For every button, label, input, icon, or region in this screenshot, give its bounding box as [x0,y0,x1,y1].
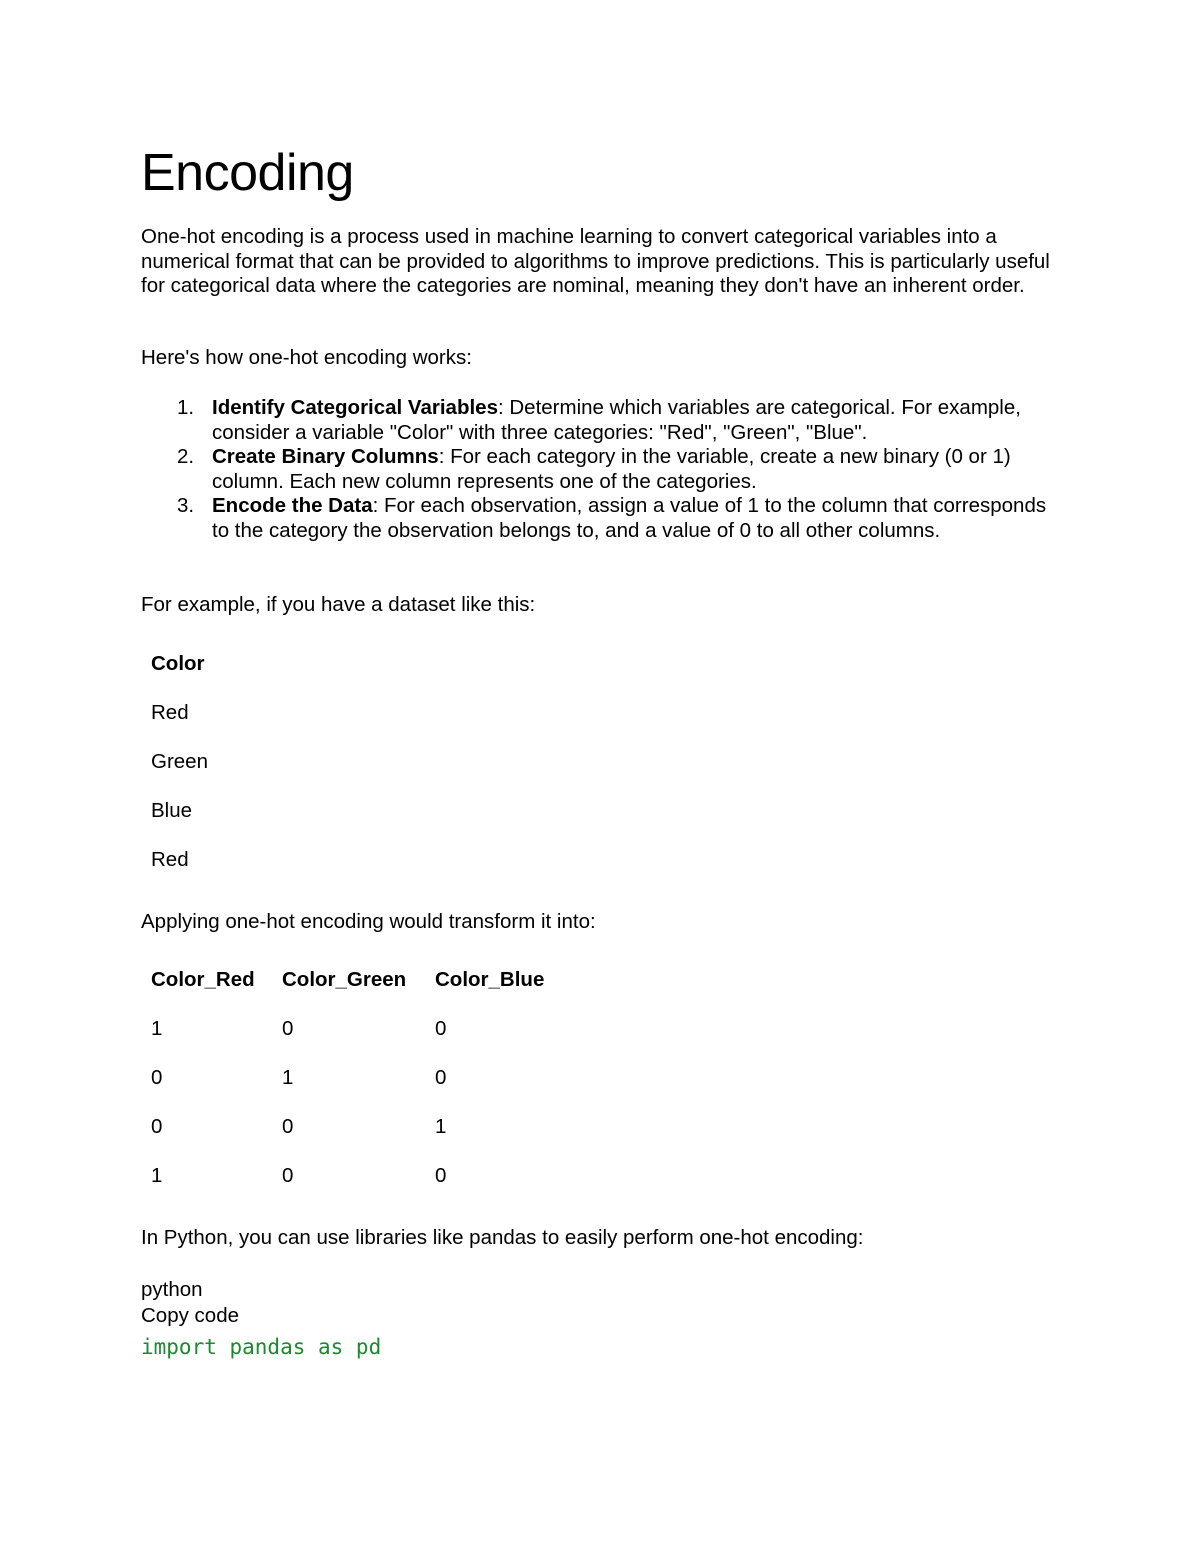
table-cell: 0 [282,1016,294,1040]
howto-paragraph: Here's how one-hot encoding works: [141,346,472,369]
intro-paragraph: One-hot encoding is a process used in machine learning to convert categorical variables into a numerical format that can be provided to algorithms to improve predictions. This is particularly useful for categorical data where the categories are nominal, meaning they don't have an inherent order. [141,225,1050,297]
table-cell: 0 [282,1114,294,1138]
table-cell: 0 [282,1163,294,1187]
step-item [141,396,1061,445]
encoded-table [141,955,557,1200]
step-item [141,494,1061,543]
table-cell: 1 [282,1065,294,1089]
code-language-label: python [141,1278,203,1301]
table-cell: 0 [435,1065,447,1089]
step-number: 2. [177,445,195,468]
step-item [141,445,1061,494]
table-row [141,688,221,737]
column-header: Color [151,651,205,675]
table-cell: 1 [435,1114,447,1138]
table-row [141,1004,557,1053]
applying-paragraph: Applying one-hot encoding would transform it into: [141,910,596,933]
table-cell: Blue [151,798,193,822]
step-number: 3. [177,494,195,517]
step-text: : For each observation, assign a value of 1 to the column that corresponds to the category the observation belongs to, and a value of 0 to all other columns. [212,494,1047,542]
table-cell: Red [151,847,189,871]
table-row [141,737,221,786]
step-number: 1. [177,396,195,419]
table-cell: Green [151,749,208,773]
table-row [141,1151,557,1200]
table-row [141,1102,557,1151]
table-row [141,786,221,835]
copy-code-button[interactable]: Copy code [141,1304,240,1327]
column-header: Color_Green [282,967,407,991]
table-header-row [141,639,221,688]
steps-list [141,396,1061,543]
table-header-row [141,955,557,1004]
table-cell: 1 [151,1163,163,1187]
table-cell: 0 [435,1163,447,1187]
code-line: import pandas as pd [141,1335,382,1359]
step-term: Create Binary Columns [212,445,439,468]
step-term: Encode the Data [212,494,373,517]
example-paragraph: For example, if you have a dataset like this: [141,593,536,616]
table-row [141,835,221,884]
column-header: Color_Red [151,967,255,991]
table-cell: 0 [435,1016,447,1040]
table-cell: 0 [151,1114,163,1138]
table-cell: 1 [151,1016,163,1040]
python-intro-paragraph: In Python, you can use libraries like pandas to easily perform one-hot encoding: [141,1226,864,1249]
table-row [141,1053,557,1102]
color-table [141,639,221,884]
table-cell: Red [151,700,189,724]
step-text: : For each category in the variable, create a new binary (0 or 1) column. Each new column represents one of the categories. [212,445,1011,493]
table-cell: 0 [151,1065,163,1089]
page-title: Encoding [141,144,354,202]
step-term: Identify Categorical Variables [212,396,498,419]
column-header: Color_Blue [435,967,545,991]
step-text: : Determine which variables are categorical. For example, consider a variable "Color" with three categories: "Red", "Green", "Blue". [212,396,1021,444]
